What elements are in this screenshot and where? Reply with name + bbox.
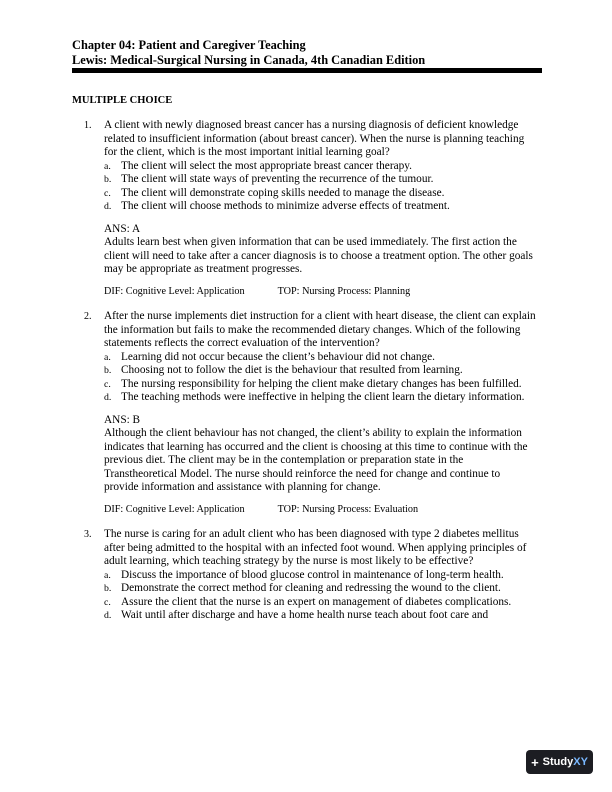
difficulty: DIF: Cognitive Level: Application (104, 503, 245, 515)
question-3 (84, 528, 536, 623)
topic: TOP: Nursing Process: Planning (277, 285, 411, 297)
question-list (84, 119, 536, 635)
question-number: 3. (84, 529, 92, 540)
badge-text-study: Study (542, 756, 574, 768)
option-label: a. (104, 351, 111, 363)
option-text: The client will choose methods to minimize adverse effects of treatment. (121, 200, 450, 212)
option-a (104, 351, 536, 365)
question-meta (104, 503, 536, 517)
chapter-title: Chapter 04: Patient and Caregiver Teaching (72, 38, 306, 52)
option-text: Learning did not occur because the client’s behaviour did not change. (121, 350, 436, 363)
option-label: d. (104, 610, 112, 621)
option-b (104, 582, 536, 596)
rationale: Although the client behaviour has not changed, the client’s ability to explain the information indicates that learning has occurred and the client is choosing at this time to continue with the previous diet. The client may be in the contemplation or preparation state in the Transtheoretical Model. The nurse should reinforce the need for change and continue to provide information and assistance with planning for change. (104, 427, 528, 493)
question-2 (84, 310, 536, 516)
option-label: b. (104, 365, 112, 376)
option-c (104, 378, 536, 392)
option-c (104, 187, 536, 201)
option-label: c. (104, 378, 111, 390)
option-label: d. (104, 392, 112, 403)
section-title: MULTIPLE CHOICE (72, 95, 173, 106)
question-number: 1. (84, 120, 92, 131)
document-header (72, 38, 542, 68)
option-text: The nursing responsibility for helping the client make dietary changes has been fulfilled. (121, 377, 522, 390)
option-label: b. (104, 583, 112, 594)
option-a (104, 569, 536, 583)
option-label: a. (104, 160, 111, 172)
question-meta (104, 285, 536, 299)
option-text: Choosing not to follow the diet is the behaviour that resulted from learning. (121, 364, 463, 376)
answer-key: ANS: A (104, 222, 141, 235)
difficulty: DIF: Cognitive Level: Application (104, 285, 245, 297)
question-1 (84, 119, 536, 298)
option-text: Wait until after discharge and have a home health nurse teach about foot care and (121, 609, 489, 621)
option-d (104, 200, 536, 214)
studyxy-badge[interactable] (526, 750, 593, 774)
option-text: The client will state ways of preventing the recurrence of the tumour. (121, 173, 434, 185)
option-text: Discuss the importance of blood glucose control in maintenance of long-term health. (121, 568, 504, 581)
question-stem: After the nurse implements diet instruction for a client with heart disease, the client can explain the information but fails to make the recommended dietary changes. Which of the following statements reflects the correct evaluation of the intervention? (104, 310, 536, 349)
option-c (104, 596, 536, 610)
option-text: The client will select the most appropriate breast cancer therapy. (121, 159, 412, 172)
question-stem: The nurse is caring for an adult client who has been diagnosed with type 2 diabetes mellitus after being admitted to the hospital with an infected foot wound. When applying principles of adult learning, which teaching strategy by the nurse is most likely to be effective? (104, 528, 527, 567)
option-a (104, 160, 536, 174)
option-label: a. (104, 569, 111, 581)
badge-label (543, 756, 588, 768)
option-label: c. (104, 187, 111, 199)
plus-icon: + (531, 754, 539, 770)
option-label: c. (104, 596, 111, 608)
option-list (104, 569, 536, 623)
option-text: Demonstrate the correct method for cleaning and redressing the wound to the client. (121, 582, 501, 594)
topic: TOP: Nursing Process: Evaluation (277, 503, 419, 515)
option-label: b. (104, 174, 112, 185)
option-label: d. (104, 201, 112, 212)
question-number: 2. (84, 311, 92, 322)
option-text: The client will demonstrate coping skills needed to manage the disease. (121, 186, 445, 199)
rationale: Adults learn best when given information that can be used immediately. The first action the client will need to take after a cancer diagnosis is to choose a treatment option. The other goals may be appropriate as treatment progresses. (104, 236, 533, 275)
option-d (104, 391, 536, 405)
option-d (104, 609, 536, 623)
question-stem: A client with newly diagnosed breast cancer has a nursing diagnosis of deficient knowledge related to insufficient information (about breast cancer). When the nurse is planning teaching for the client, which is the most important initial learning goal? (104, 119, 525, 158)
option-list (104, 351, 536, 405)
option-text: Assure the client that the nurse is an expert on management of diabetes complications. (121, 595, 512, 608)
answer-key: ANS: B (104, 413, 141, 426)
option-list (104, 160, 536, 214)
header-rule (72, 68, 542, 73)
badge-text-xy: XY (573, 756, 588, 768)
option-b (104, 364, 536, 378)
option-text: The teaching methods were ineffective in helping the client learn the dietary information. (121, 391, 525, 403)
book-title: Lewis: Medical-Surgical Nursing in Canada, 4th Canadian Edition (72, 53, 426, 67)
option-b (104, 173, 536, 187)
